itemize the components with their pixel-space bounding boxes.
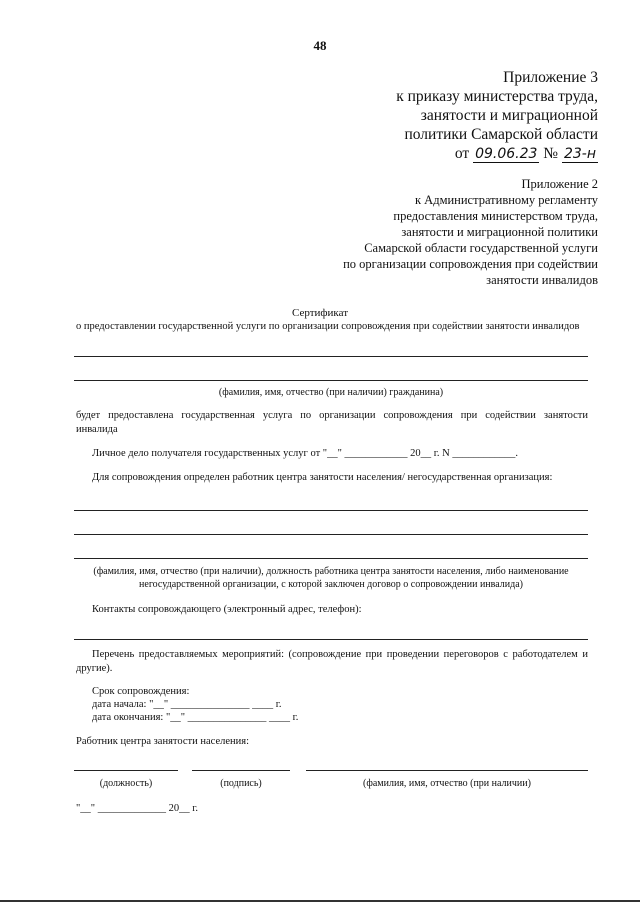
signature-caption: (подпись) <box>220 778 262 789</box>
position-caption: (должность) <box>99 778 153 789</box>
assigned-text: Для сопровождения определен работник центра занятости населения/ негосударственная организация: <box>92 472 553 483</box>
fio-signature-blank-line[interactable] <box>306 770 588 771</box>
handwritten-date: 09.06.23 <box>475 146 538 162</box>
worker-blank-line-3[interactable] <box>74 558 588 559</box>
appendix-2-header <box>343 176 598 288</box>
page-number: 48 <box>313 38 327 53</box>
fio-blank-line-1[interactable] <box>74 356 588 357</box>
appendix-2-line: занятости и миграционной политики <box>401 225 598 239</box>
signature-blank-line[interactable] <box>192 770 290 771</box>
worker-caption <box>74 565 588 591</box>
ot-label: от <box>454 145 470 162</box>
worker-caption-line-1: (фамилия, имя, отчество (при наличии), должность работника центра занятости населения, либо наименование <box>93 566 569 577</box>
order-date-number <box>396 144 598 164</box>
fio-blank-line-2[interactable] <box>74 380 588 381</box>
worker-blank-line-1[interactable] <box>74 510 588 511</box>
fio-caption: (фамилия, имя, отчество (при наличии) гражданина) <box>218 387 444 398</box>
personal-file-text: Личное дело получателя государственных услуг от "__" ____________ 20__ г. N ____________. <box>92 448 518 459</box>
appendix-2-line: Самарской области государственной услуги <box>364 241 598 255</box>
appendix-2-line: занятости инвалидов <box>486 273 598 287</box>
contacts-text: Контакты сопровождающего (электронный адрес, телефон): <box>92 604 362 615</box>
page-bottom-edge <box>0 900 640 902</box>
appendix-3-line: к приказу министерства труда, <box>396 88 598 105</box>
final-date-text: "__" _____________ 20__ г. <box>76 803 198 814</box>
appendix-3-title: Приложение 3 <box>503 69 598 86</box>
service-text-line-2: инвалида <box>76 424 118 435</box>
position-blank-line[interactable] <box>74 770 178 771</box>
start-date-text: дата начала: "__" _______________ ____ г. <box>92 699 282 710</box>
term-label: Срок сопровождения: <box>92 686 190 697</box>
handwritten-number: 23-н <box>563 146 596 162</box>
contacts-blank-line[interactable] <box>74 639 588 640</box>
events-text-line-2: другие). <box>76 663 113 674</box>
service-text-line-1: будет предоставлена государственная услуга по организации сопровождения при содействии занятости <box>76 410 588 421</box>
worker-caption-line-2: негосударственной организации, с которой заключен договор о сопровождении инвалида) <box>139 579 523 590</box>
events-text-line-1: Перечень предоставляемых мероприятий: (сопровождение при проведении переговоров с работодателем и <box>92 649 588 660</box>
appendix-2-title: Приложение 2 <box>521 177 598 191</box>
appendix-2-line: по организации сопровождения при содействии <box>343 257 598 271</box>
appendix-3-header <box>396 68 598 164</box>
certificate-subtitle: о предоставлении государственной услуги по организации сопровождения при содействии занятости инвалидов <box>76 321 580 332</box>
appendix-2-line: предоставления министерством труда, <box>393 209 598 223</box>
appendix-3-line: занятости и миграционной <box>420 107 598 124</box>
appendix-3-line: политики Самарской области <box>404 126 598 143</box>
worker-label: Работник центра занятости населения: <box>76 736 249 747</box>
appendix-2-line: к Административному регламенту <box>414 193 598 207</box>
number-label: № <box>543 145 559 162</box>
fio-signature-caption: (фамилия, имя, отчество (при наличии) <box>363 778 531 789</box>
end-date-text: дата окончания: "__" _______________ ____ г. <box>92 712 299 723</box>
certificate-title: Сертификат <box>292 307 348 319</box>
worker-blank-line-2[interactable] <box>74 534 588 535</box>
